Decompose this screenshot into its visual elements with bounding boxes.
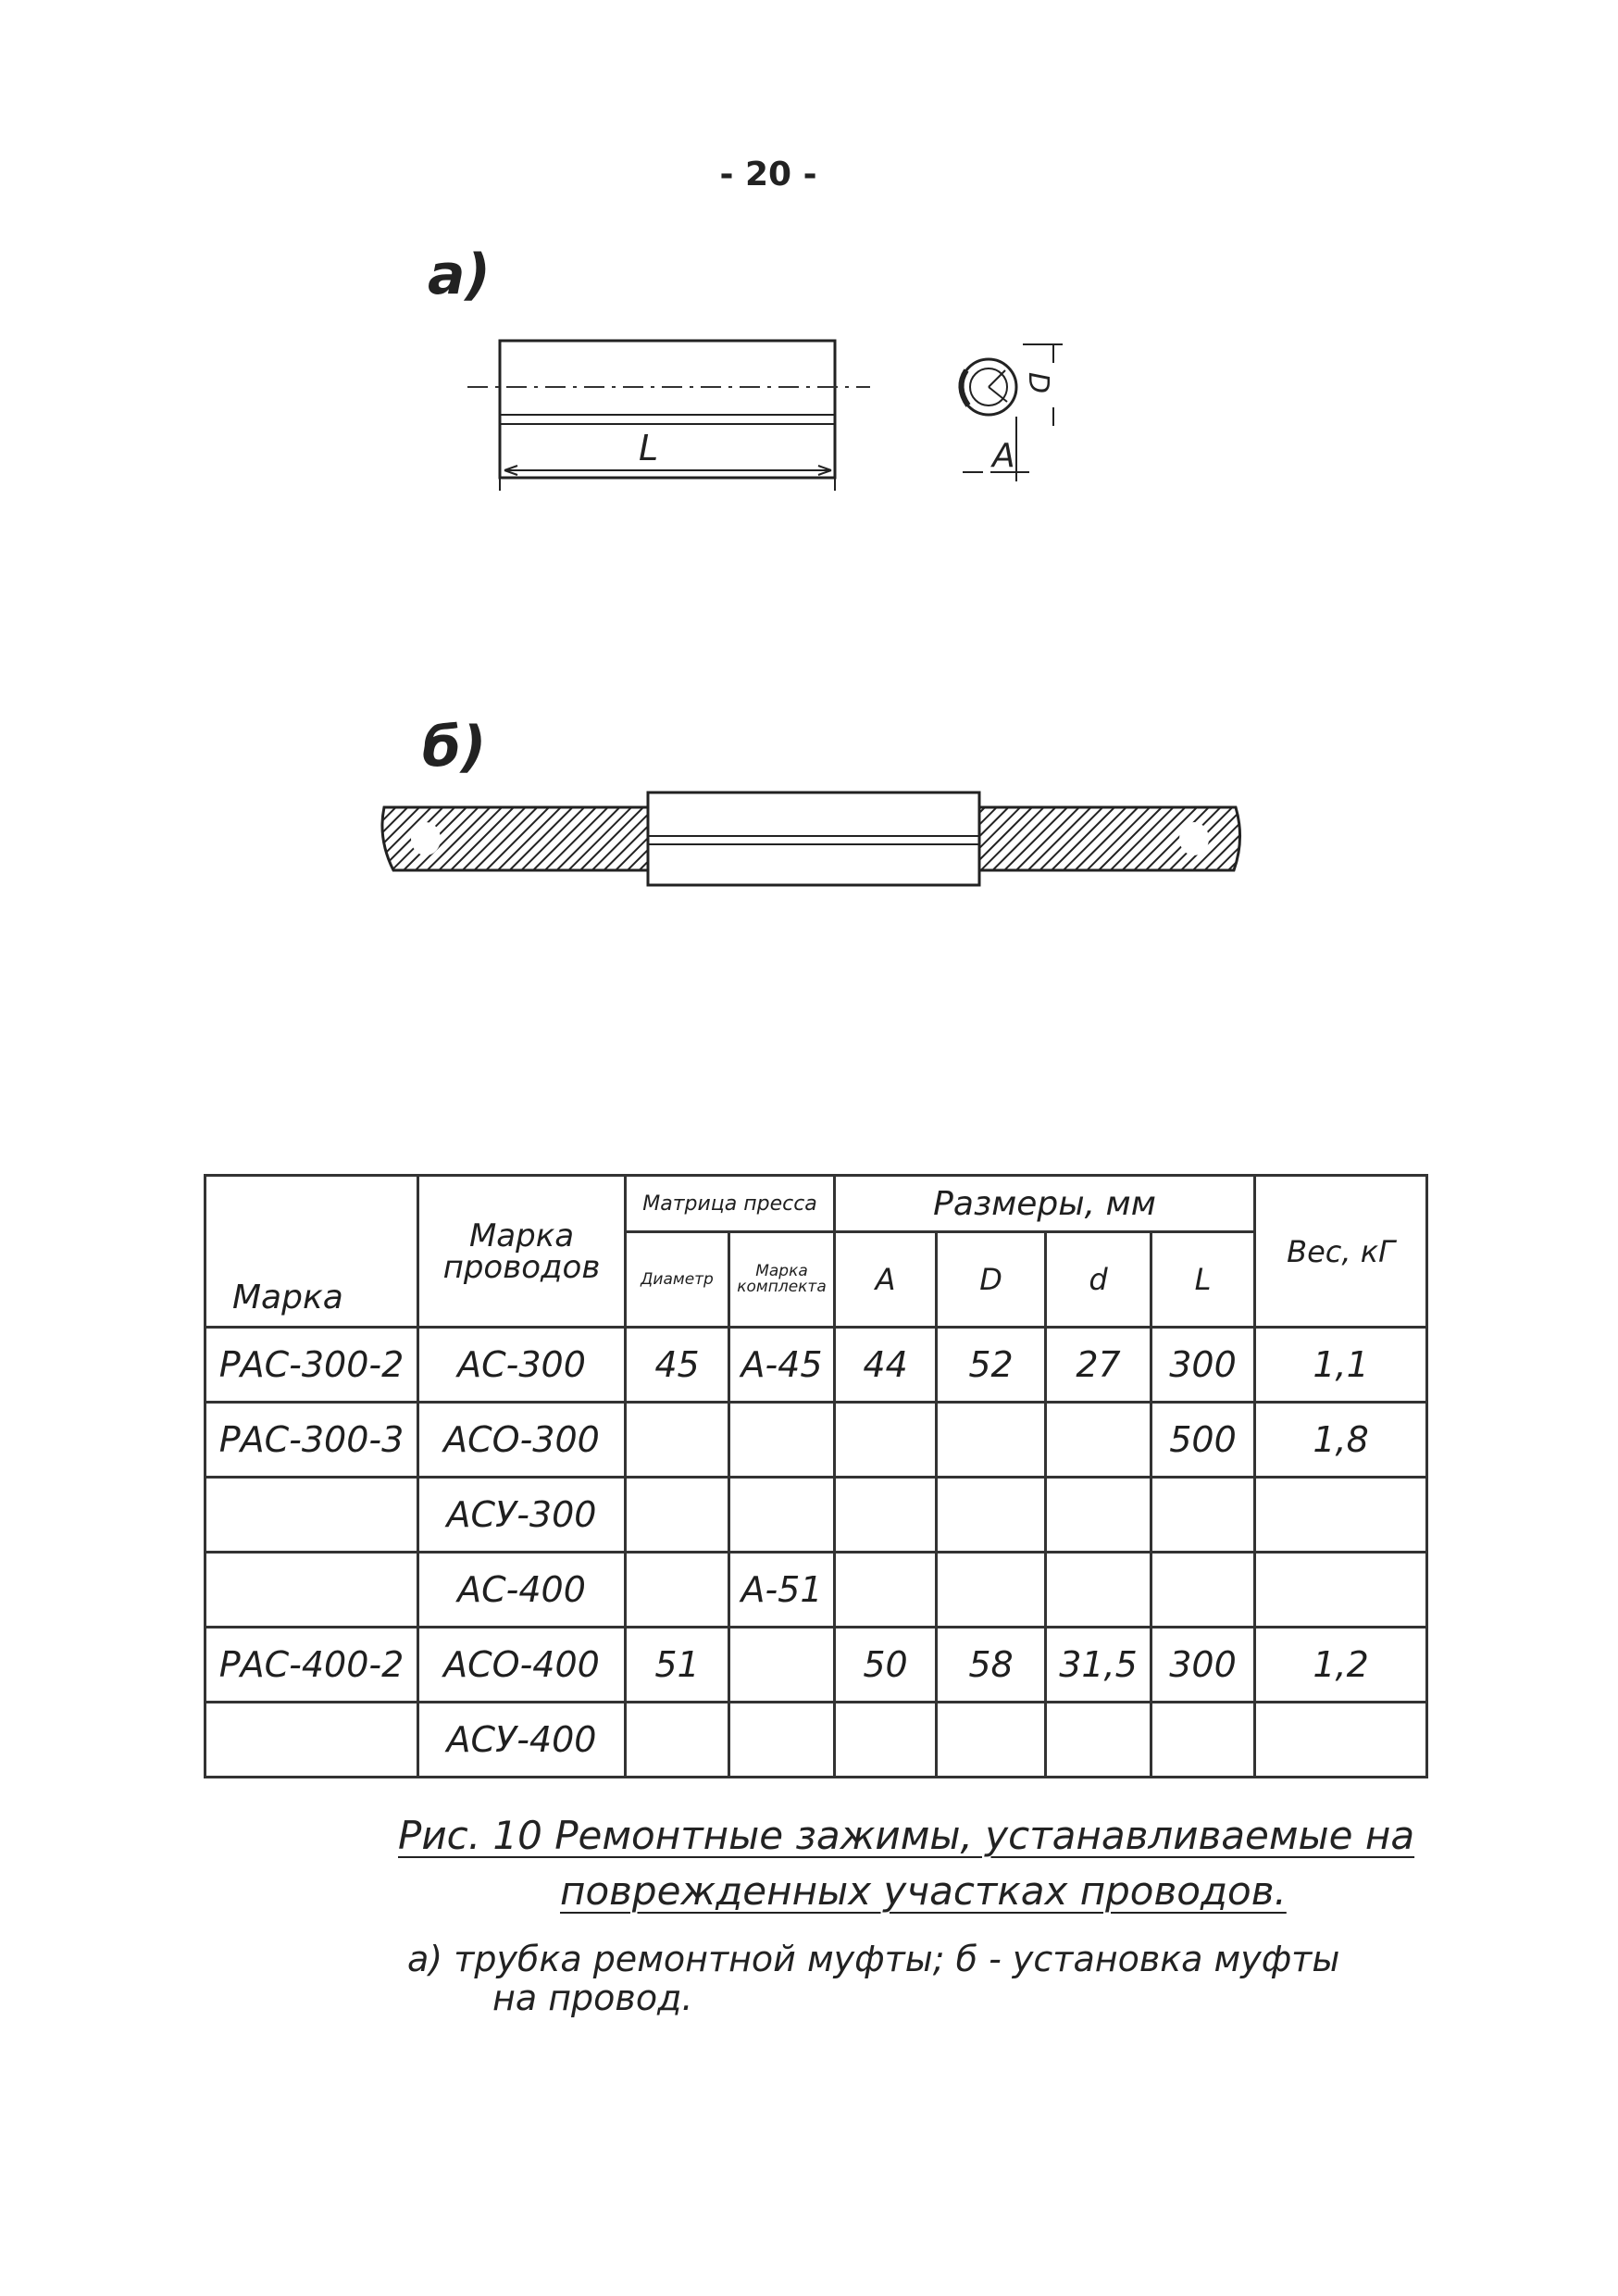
header-dim-d: d (1046, 1232, 1151, 1328)
cell-press-brand: А-51 (729, 1553, 835, 1628)
header-dim-D: D (937, 1232, 1046, 1328)
cell-d (1046, 1553, 1151, 1628)
cell-wire: АСУ-300 (418, 1478, 626, 1553)
header-brand: Марка (205, 1176, 418, 1328)
figure-b-label: б) (422, 715, 487, 780)
cell-brand (205, 1478, 418, 1553)
cell-d: 31,5 (1046, 1628, 1151, 1703)
cell-press-brand: А-45 (729, 1328, 835, 1403)
cell-d (1046, 1703, 1151, 1778)
cell-A (835, 1478, 937, 1553)
cell-brand: РАС-300-3 (205, 1403, 418, 1478)
figure-note-line1: а) трубка ремонтной муфты; б - установка муфты (407, 1939, 1340, 1979)
table-row (205, 1328, 1427, 1403)
cell-brand (205, 1703, 418, 1778)
cell-press-brand (729, 1703, 835, 1778)
cell-A (835, 1403, 937, 1478)
cell-diameter: 51 (626, 1628, 729, 1703)
cell-wire: АСУ-400 (418, 1703, 626, 1778)
cell-A (835, 1703, 937, 1778)
repair-clamps-table (204, 1174, 1428, 1778)
table-row (205, 1403, 1427, 1478)
cell-diameter: 45 (626, 1328, 729, 1403)
header-wire-brand (418, 1176, 626, 1328)
table-row (205, 1478, 1427, 1553)
cell-weight: 1,2 (1255, 1628, 1427, 1703)
table-row (205, 1703, 1427, 1778)
cell-d (1046, 1403, 1151, 1478)
cell-D (937, 1403, 1046, 1478)
cell-L (1151, 1703, 1255, 1778)
cell-d: 27 (1046, 1328, 1151, 1403)
cell-diameter (626, 1403, 729, 1478)
cell-press-brand (729, 1628, 835, 1703)
table-header-row-1 (205, 1176, 1427, 1232)
header-press-brand: Марка комплекта (729, 1232, 835, 1328)
cell-brand (205, 1553, 418, 1628)
dimension-outer-label: A (992, 437, 1015, 475)
cell-L: 500 (1151, 1403, 1255, 1478)
table-row (205, 1628, 1427, 1703)
figure-note-line2: на провод. (492, 1978, 693, 2018)
cell-weight (1255, 1553, 1427, 1628)
cell-A: 50 (835, 1628, 937, 1703)
header-wire-brand-line1: Марка (468, 1217, 575, 1254)
cell-D (937, 1478, 1046, 1553)
header-dim-L: L (1151, 1232, 1255, 1328)
figure-caption-line1: Рис. 10 Ремонтные зажимы, устанавливаемые на (398, 1813, 1415, 1858)
dimension-diameter-label: D (1022, 371, 1055, 394)
cell-press-brand (729, 1403, 835, 1478)
cell-D (937, 1703, 1046, 1778)
dimension-length-label: L (639, 428, 659, 468)
cell-weight: 1,8 (1255, 1403, 1427, 1478)
header-wire-brand-line2: проводов (442, 1248, 601, 1286)
cell-d (1046, 1478, 1151, 1553)
cell-L: 300 (1151, 1328, 1255, 1403)
header-dim-a: A (835, 1232, 937, 1328)
cell-wire: АС-400 (418, 1553, 626, 1628)
cell-L (1151, 1478, 1255, 1553)
table-row (205, 1553, 1427, 1628)
cell-D: 52 (937, 1328, 1046, 1403)
cell-weight (1255, 1478, 1427, 1553)
cell-diameter (626, 1553, 729, 1628)
cell-D: 58 (937, 1628, 1046, 1703)
cell-L (1151, 1553, 1255, 1628)
header-weight: Вес, кГ (1255, 1176, 1427, 1328)
cell-wire: АСО-300 (418, 1403, 626, 1478)
header-press-matrix: Матрица пресса (626, 1176, 835, 1232)
header-diameter: Диаметр (626, 1232, 729, 1328)
figure-a-label: а) (428, 243, 491, 307)
page-number: - 20 - (719, 156, 817, 193)
cell-diameter (626, 1703, 729, 1778)
cell-brand: РАС-300-2 (205, 1328, 418, 1403)
cell-A: 44 (835, 1328, 937, 1403)
cell-wire: АС-300 (418, 1328, 626, 1403)
technical-drawings (0, 0, 1618, 1018)
cell-brand: РАС-400-2 (205, 1628, 418, 1703)
figure-caption-line2: поврежденных участках проводов. (560, 1868, 1287, 1914)
cell-weight (1255, 1703, 1427, 1778)
cell-L: 300 (1151, 1628, 1255, 1703)
cell-weight: 1,1 (1255, 1328, 1427, 1403)
repair-tube-side-view (467, 341, 870, 491)
cell-A (835, 1553, 937, 1628)
cell-diameter (626, 1478, 729, 1553)
cell-wire: АСО-400 (418, 1628, 626, 1703)
sleeve-on-conductor (382, 792, 1240, 885)
cell-press-brand (729, 1478, 835, 1553)
cell-D (937, 1553, 1046, 1628)
header-dimensions: Размеры, мм (835, 1176, 1255, 1232)
